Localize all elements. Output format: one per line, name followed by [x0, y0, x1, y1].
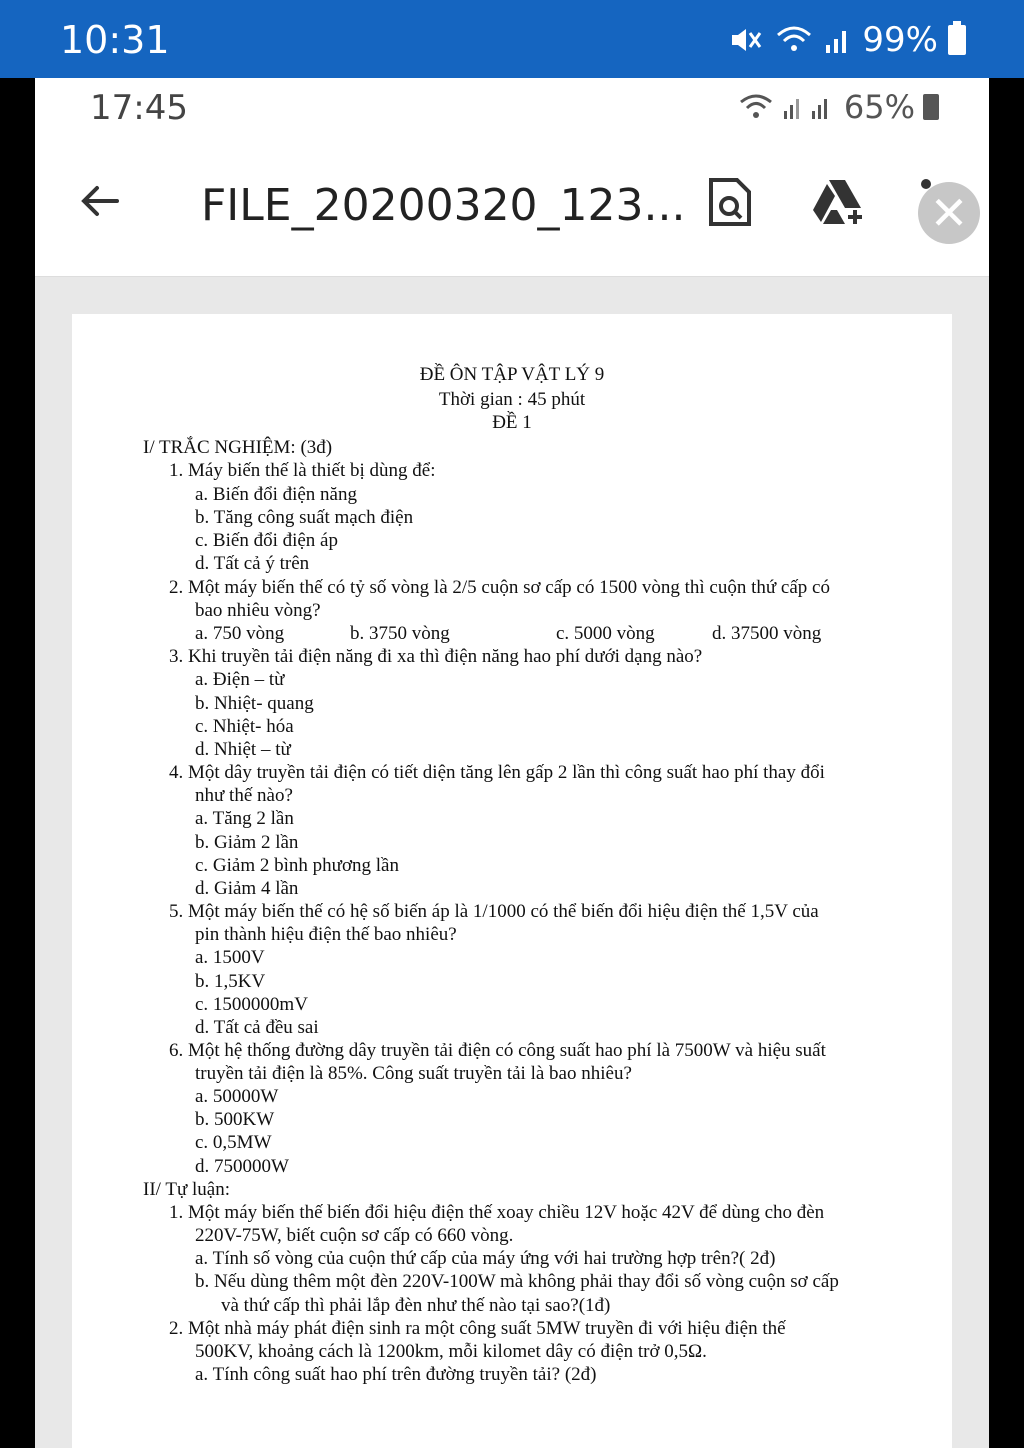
- file-title: FILE_20200320_123...: [201, 180, 686, 231]
- battery-percent: 99%: [862, 20, 938, 60]
- answer-option: c. 5000 vòng: [556, 623, 655, 644]
- search-document-icon[interactable]: [701, 174, 757, 230]
- answer-option: b. 1,5KV: [195, 971, 266, 992]
- answer-option: a. 50000W: [195, 1086, 279, 1107]
- answer-option: d. Tất cả đều sai: [195, 1017, 319, 1038]
- system-status-bar: [0, 0, 1024, 78]
- mute-icon: [730, 25, 764, 55]
- essay-question: 1. Một máy biến thế biến đổi hiệu điện thế xoay chiều 12V hoặc 42V để dùng cho đèn: [169, 1202, 825, 1223]
- wifi-icon: [774, 25, 814, 55]
- inner-status-icons: [738, 88, 939, 126]
- answer-option: d. 750000W: [195, 1156, 289, 1177]
- answer-option: a. Biến đổi điện năng: [195, 484, 357, 505]
- question: 3. Khi truyền tải điện năng đi xa thì điện năng hao phí dưới dạng nào?: [169, 646, 703, 667]
- answer-option: c. Biến đổi điện áp: [195, 530, 338, 551]
- question: 5. Một máy biến thế có hệ số biến áp là 1/1000 có thể biến đổi hiệu điện thế 1,5V của: [169, 901, 819, 922]
- question-continuation: bao nhiêu vòng?: [195, 600, 321, 621]
- back-arrow-icon[interactable]: [75, 176, 125, 226]
- answer-option: d. Nhiệt – từ: [195, 739, 291, 760]
- answer-option: a. Tăng 2 lần: [195, 808, 294, 829]
- question-continuation: truyền tải điện là 85%. Công suất truyền tải là bao nhiêu?: [195, 1063, 632, 1084]
- wifi-icon: [738, 93, 774, 121]
- question-continuation: như thế nào?: [195, 785, 293, 806]
- question-continuation: và thứ cấp thì phải lắp đèn như thế nào tại sao?(1đ): [221, 1295, 611, 1316]
- doc-title: ĐỀ ÔN TẬP VẬT LÝ 9: [419, 364, 605, 385]
- question-continuation: pin thành hiệu điện thế bao nhiêu?: [195, 924, 457, 945]
- answer-option: b. 500KW: [195, 1109, 275, 1130]
- close-icon[interactable]: ✕: [918, 182, 980, 244]
- question: 4. Một dây truyền tải điện có tiết diện tăng lên gấp 2 lần thì công suất hao phí thay đổi: [169, 762, 825, 783]
- answer-option: c. 0,5MW: [195, 1132, 272, 1153]
- section-heading: I/ TRẮC NGHIỆM: (3đ): [143, 437, 333, 458]
- app-toolbar: [35, 138, 989, 277]
- answer-option: d. Giảm 4 lần: [195, 878, 299, 899]
- drive-add-icon[interactable]: [811, 174, 867, 230]
- inner-status-time: 17:45: [90, 88, 188, 128]
- doc-duration: Thời gian : 45 phút: [438, 389, 586, 410]
- battery-icon: [923, 94, 939, 120]
- question: 1. Máy biến thế là thiết bị dùng để:: [169, 460, 436, 481]
- section-heading: II/ Tự luận:: [143, 1179, 230, 1200]
- signal-icon: [824, 25, 852, 55]
- essay-subquestion: b. Nếu dùng thêm một đèn 220V-100W mà không phải thay đổi số vòng cuộn sơ cấp: [195, 1271, 839, 1292]
- inner-status-bar: [35, 78, 989, 138]
- answer-option: b. Giảm 2 lần: [195, 832, 299, 853]
- question: 6. Một hệ thống đường dây truyền tải điện có công suất hao phí là 7500W và hiệu suất: [169, 1040, 826, 1061]
- answer-option: b. Nhiệt- quang: [195, 693, 314, 714]
- signal-icon: [782, 93, 836, 121]
- essay-subquestion: a. Tính công suất hao phí trên đường truyền tải? (2đ): [195, 1364, 597, 1385]
- essay-question: 2. Một nhà máy phát điện sinh ra một công suất 5MW truyền đi với hiệu điện thế: [169, 1318, 786, 1339]
- essay-subquestion: a. Tính số vòng của cuộn thứ cấp của máy ứng với hai trường hợp trên?( 2đ): [195, 1248, 776, 1269]
- question-continuation: 220V-75W, biết cuộn sơ cấp có 660 vòng.: [195, 1225, 514, 1246]
- question-continuation: 500KV, khoảng cách là 1200km, mỗi kilomet dây có điện trở 0,5Ω.: [195, 1341, 707, 1362]
- answer-option: c. Giảm 2 bình phương lần: [195, 855, 399, 876]
- doc-code: ĐỀ 1: [492, 412, 532, 433]
- inner-screenshot: [35, 78, 989, 1448]
- answer-option: c. Nhiệt- hóa: [195, 716, 294, 737]
- answer-option: c. 1500000mV: [195, 994, 308, 1015]
- document-page: [72, 314, 952, 1448]
- answer-option: b. Tăng công suất mạch điện: [195, 507, 414, 528]
- answer-option: d. Tất cả ý trên: [195, 553, 310, 574]
- answer-option: a. 750 vòng: [195, 623, 285, 644]
- inner-battery-percent: 65%: [843, 88, 915, 126]
- question: 2. Một máy biến thế có tỷ số vòng là 2/5 cuộn sơ cấp có 1500 vòng thì cuộn thứ cấp có: [169, 577, 830, 598]
- battery-icon: [948, 25, 966, 55]
- answer-option: a. Điện – từ: [195, 669, 285, 690]
- answer-option: a. 1500V: [195, 947, 265, 968]
- answer-option: d. 37500 vòng: [712, 623, 822, 644]
- answer-option: b. 3750 vòng: [350, 623, 450, 644]
- status-time: 10:31: [60, 18, 170, 62]
- status-icons: [730, 20, 966, 60]
